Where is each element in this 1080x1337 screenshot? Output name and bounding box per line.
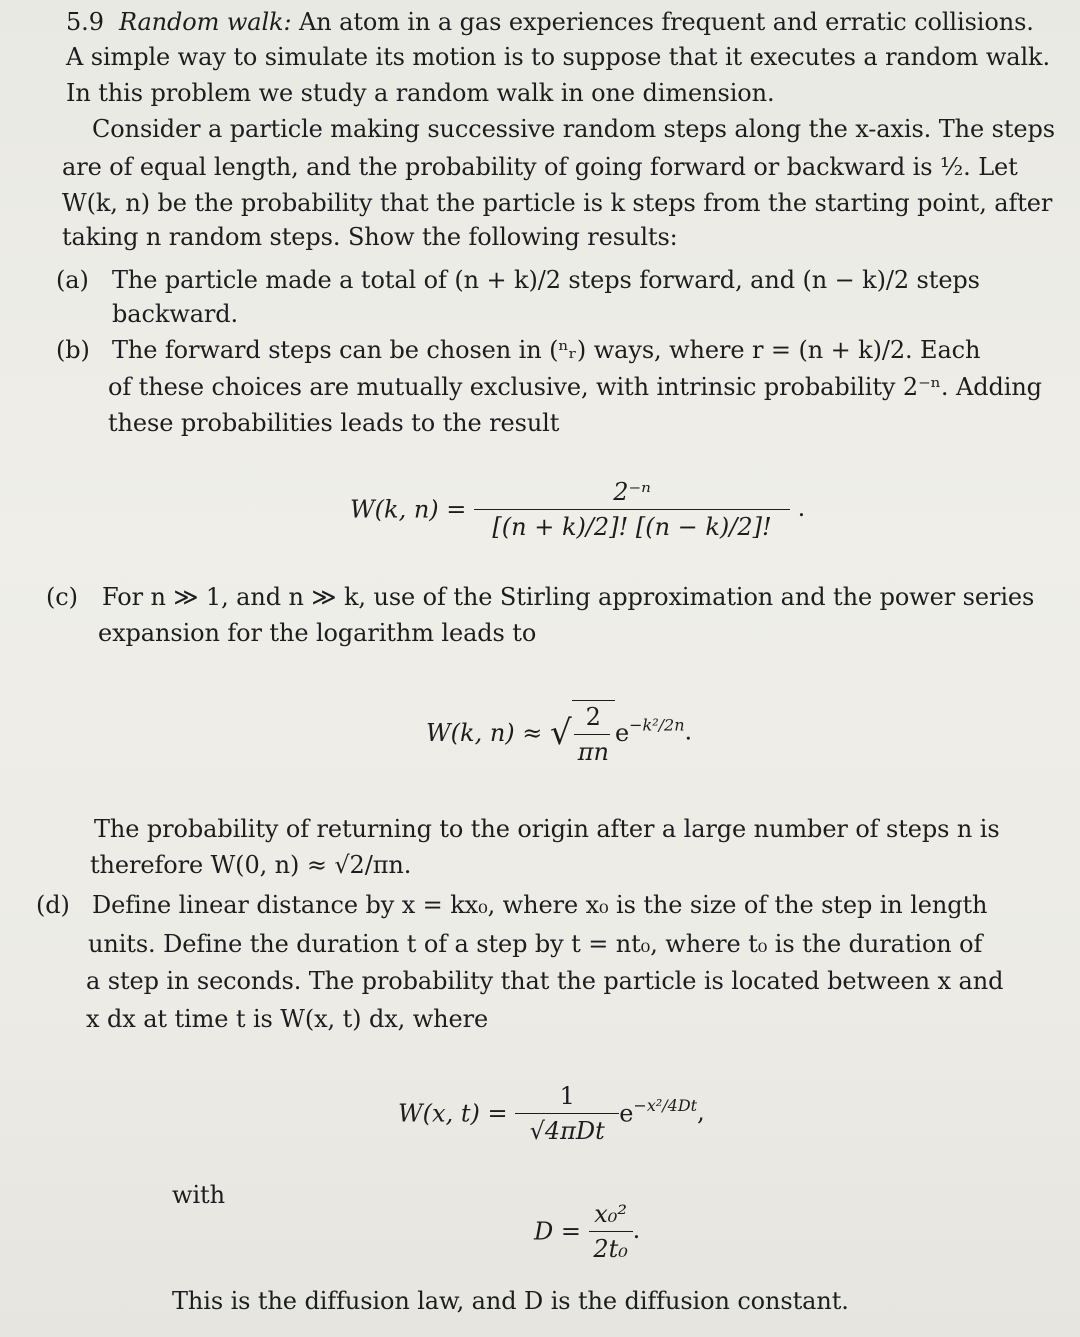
eq-dc-end: . (632, 1216, 641, 1244)
part-c-label: (c) (46, 583, 78, 611)
part-b-line-2: of these choices are mutually exclusive, with intrinsic probability 2⁻ⁿ. Adding (108, 373, 1042, 401)
part-a-label: (a) (56, 266, 89, 294)
part-a-line-1: The particle made a total of (n + k)/2 steps forward, and (n − k)/2 steps (112, 266, 980, 294)
eq-d-numerator: 1 (559, 1082, 575, 1110)
intro-line-2: A simple way to simulate its motion is to suppose that it executes a random walk. (66, 43, 1051, 71)
para2-line-1: Consider a particle making successive random steps along the x-axis. The steps (92, 115, 1055, 143)
fraction-bar (574, 734, 610, 735)
eq-dc-fraction (589, 1200, 633, 1263)
eq-d-fraction (515, 1082, 619, 1145)
eq-c-radicand (572, 700, 615, 766)
problem-number: 5.9 (66, 8, 104, 36)
eq-b-denominator: [(n + k)/2]! [(n − k)/2]! (492, 513, 772, 541)
part-d-line-1: Define linear distance by x = kx₀, where x₀ is the size of the step in length (92, 891, 988, 919)
equation-gaussian (426, 700, 692, 766)
fraction-bar (515, 1113, 619, 1114)
intro-line-3: In this problem we study a random walk in one dimension. (66, 79, 775, 107)
closing-sentence: This is the diffusion law, and D is the diffusion constant. (172, 1287, 849, 1315)
eq-c-exp-base: e (614, 719, 630, 747)
para2-line-2: are of equal length, and the probability of going forward or backward is ½. Let (62, 153, 1018, 181)
problem-heading-line (66, 8, 1034, 36)
part-b-line-1: The forward steps can be chosen in (ⁿᵣ) ways, where r = (n + k)/2. Each (112, 336, 981, 364)
equation-diffusion-constant (534, 1200, 640, 1263)
eq-d-exp-base: e (619, 1099, 634, 1128)
intro-line-1: An atom in a gas experiences frequent and erratic collisions. (299, 8, 1034, 36)
part-a-line-2: backward. (112, 300, 239, 328)
eq-b-end: . (797, 494, 806, 522)
part-d-line-3: a step in seconds. The probability that the particle is located between x and (86, 967, 1004, 995)
eq-d-denominator: √4πDt (529, 1117, 605, 1145)
part-d-line-2: units. Define the duration t of a step by t = nt₀, where t₀ is the duration of (88, 930, 983, 958)
part-c-after-2: therefore W(0, n) ≈ √2/πn. (90, 851, 412, 879)
eq-b-numerator: 2⁻ⁿ (613, 478, 651, 506)
with-label: with (172, 1181, 225, 1209)
sqrt-sign: √ (550, 713, 572, 753)
eq-d-exponent: −x²/4Dt (633, 1096, 698, 1115)
part-c-line-1: For n ≫ 1, and n ≫ k, use of the Stirling approximation and the power series (102, 583, 1035, 611)
eq-c-numerator: 2 (585, 703, 601, 731)
eq-dc-denominator: 2t₀ (593, 1235, 628, 1263)
eq-b-fraction (474, 478, 790, 541)
eq-dc-lhs: D = (534, 1217, 581, 1246)
eq-dc-numerator: x₀² (594, 1200, 628, 1228)
para2-line-3: W(k, n) be the probability that the particle is k steps from the starting point, after (62, 189, 1053, 217)
eq-c-denominator: πn (577, 738, 609, 766)
part-c-after-1: The probability of returning to the origin after a large number of steps n is (94, 815, 1000, 843)
part-c-line-2: expansion for the logarithm leads to (98, 619, 537, 647)
fraction-bar (589, 1231, 633, 1232)
equation-diffusion (398, 1082, 705, 1145)
para2-line-4: taking n random steps. Show the following results: (62, 223, 678, 251)
part-d-line-4: x dx at time t is W(x, t) dx, where (86, 1005, 489, 1033)
problem-title: Random walk: (118, 8, 292, 36)
part-d-label: (d) (36, 891, 70, 919)
eq-d-end: , (697, 1098, 705, 1126)
eq-d-lhs: W(x, t) = (398, 1099, 508, 1128)
eq-c-exponent: −k²/2n (629, 715, 685, 735)
part-b-label: (b) (56, 336, 90, 364)
eq-c-end: . (684, 717, 693, 746)
part-b-line-3: these probabilities leads to the result (108, 409, 560, 437)
fraction-bar (474, 509, 790, 510)
equation-binomial (350, 478, 805, 541)
eq-b-lhs: W(k, n) = (350, 495, 467, 524)
eq-c-lhs: W(k, n) ≈ (426, 719, 543, 747)
